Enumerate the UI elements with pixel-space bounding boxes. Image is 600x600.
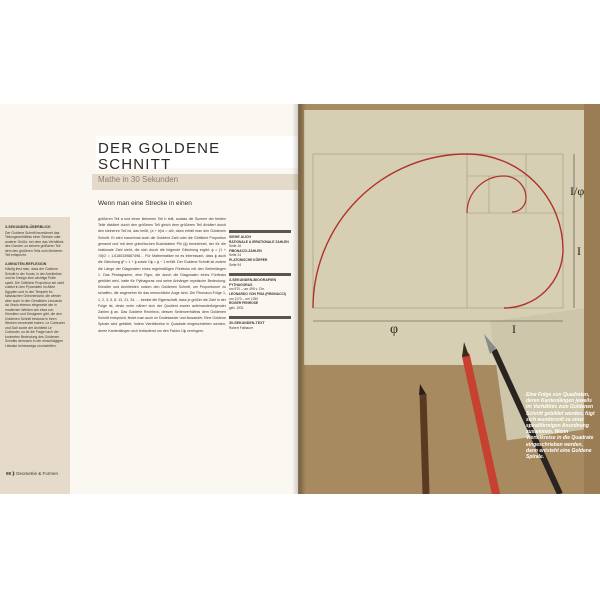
left-page (0, 104, 298, 494)
inverse-phi-label: I/φ (570, 184, 585, 198)
book-gutter (292, 104, 306, 494)
see-also-item: RATIONALE & IRRATIONALE ZAHLEN (229, 239, 289, 244)
text-author: Robert Fathauer (229, 325, 254, 330)
see-also-item: PLATONISCHE KÖRPER (229, 257, 268, 262)
page-title: DER GOLDENE SCHNITT (98, 140, 221, 173)
photo-caption: Eine Folge von Quadraten, deren Kantenlängen jeweils im Verhältnis zum Goldenen Schnitt gebildet werden, fügt sich wundervoll zu einer spiralförmigen Anordnung zusammen. Wenn Viertelkreise in die Quadrate eingeschrieben werden, dann entsteht eine Goldene Spirale. (526, 392, 595, 461)
see-also-section (229, 230, 291, 267)
bio-dates: um 1170 – um 1250 (229, 296, 259, 301)
sidebar (5, 221, 65, 348)
see-also-page: Seite 24 (229, 253, 242, 258)
red-pencil (462, 342, 496, 494)
related-column (229, 230, 291, 337)
section-rule (229, 230, 291, 233)
page-subtitle: Mathe in 30 Sekunden (98, 175, 179, 184)
bio-heading: 3-SEKUNDEN-BIOGRAFIEN (229, 278, 277, 283)
one-label-bottom: I (512, 322, 516, 336)
right-page-photo (298, 104, 600, 494)
see-also-heading: SIEHE AUCH (229, 235, 252, 239)
section-rule (229, 273, 291, 276)
golden-spiral-inner (467, 176, 526, 213)
bio-name: PYTHAGORAS (229, 282, 253, 287)
golden-spiral (313, 154, 563, 308)
see-also-page: Seite 16 (229, 244, 242, 249)
text-heading: 30-SEKUNDEN-TEXT (229, 321, 265, 326)
phi-label: φ (390, 322, 399, 337)
see-also-item: FIBONACCI-ZAHLEN (229, 248, 262, 253)
body-text: größeren Teil a und einen kleineren Teil b teilt, sodass die Summe der beiden Teile dividiert durch den größeren Teil gleich dem größeren Teil dividiert durch den kleineren Teil ist, das heißt, (a + b)/a = a/b, dann erhält man den Goldenen Schnitt. Er wird manchmal auch die Goldene Zahl oder die Göttliche Proportion genannt und mit dem griechischen Buchstaben Phi (ϕ) bezeichnet, der für die irrationale Zahl steht, die sich durch die folgende Gleichung ergibt: ϕ = (1 + √5)/2 = 1,6180339887498… Für Mathematiker ist es interessant, dass ϕ auch die Gleichung ϕ² = 1 + ϕ sowie 1/ϕ = ϕ − 1 erfüllt. Der Goldene Schnitt ist zudem die Länge der Diagonalen eines regelmäßigen Fünfecks mit den Seitenlängen 1. Das Pentagramm, eine Figur, die durch die Diagonalen eines Fünfecks gebildet wird, hatte für Pythagoras und seine Anhänger mystische Bedeutung. Künstler und Architekten nutzen den Goldenen Schnitt, um Proportionen zu schaffen, die angenehm für das menschliche Auge sind. Die Fibonacci-Folge 1, 1, 2, 3, 5, 8, 13, 21, 34, … besitzt die Eigenschaft, dass je größer die Zahl in der Folge ist, desto mehr nähert sich der Quotient zweier aufeinanderfolgender Zahlen ϕ an. Das Goldene Rechteck, dessen Seitenverhältnis dem Goldenen Schnitt entspricht, findet man auch im Dodekaeder und Ikosaeder. Eine Goldene Spirale wird gebildet, indem Viertelkreise in Quadrate eingeschrieben werden, deren Kantenlängen sich fortlaufend um den Faktor 1/ϕ verringern. (98, 217, 226, 333)
overview-text: Der Goldene Schnitt bezeichnet das Teilungsverhältnis einer Strecke oder anderer Größe, bei dem das Verhältnis des Ganzen zu seinem größeren Teil dem des größeren Teils zum kleineren Teil entspricht. (5, 230, 64, 257)
overview-heading: 3-SEKUNDEN-ÜBERBLICK (5, 225, 51, 229)
bio-name: LEONARDO VON PISA (FIBONACCI) (229, 291, 286, 296)
reflection-heading: 3-MINUTEN-REFLEXION (5, 261, 47, 266)
book-spread (0, 104, 600, 494)
reflection-text: Häufig liest man, dass der Goldene Schnitt in der Kunst, in der Architektur und im Design eine wichtige Rolle spielt. Die Göttliche Proportion sei nicht zuletzt in den Pyramiden im Alten Ägypten und in den Tempeln im klassischen Griechenland, die wieder aber auch in den Gemälden Leonardo da Vincis ebenso eingesetzt wie in modernen Werken wie etwa von Künstlern und Designern gibt, die den Goldenen Schnitt bewusst in ihren Werken verwendet haben. Le Corbusier und Dalí sowie der Architekt Le Corbusier, so ist die Frage nach der konkreten Bedeutung des Goldenen Schnitts demnach in der einschlägigen Literatur keineswegs unumstritten. (5, 267, 65, 348)
bio-section (229, 273, 291, 310)
brown-pencil (419, 384, 426, 494)
see-also-page: Seite 94 (229, 262, 242, 267)
bio-dates: geb. 1931 (229, 305, 244, 310)
section-name: Geometrie & Formen (16, 471, 59, 476)
bio-dates: um 570 – um 495 v. Chr. (229, 287, 265, 292)
golden-rectangle-grid (313, 154, 563, 308)
bio-name: ROGER PENROSE (229, 301, 259, 306)
one-label-side: I (577, 244, 581, 258)
section-rule (229, 316, 291, 319)
page-footer: 98 ⟫ Geometrie & Formen (6, 471, 59, 476)
intro-text: Wenn man eine Strecke in einen (98, 200, 192, 207)
page-number: 98 (6, 471, 12, 476)
text-section (229, 316, 291, 330)
dimension-lines (313, 154, 574, 321)
